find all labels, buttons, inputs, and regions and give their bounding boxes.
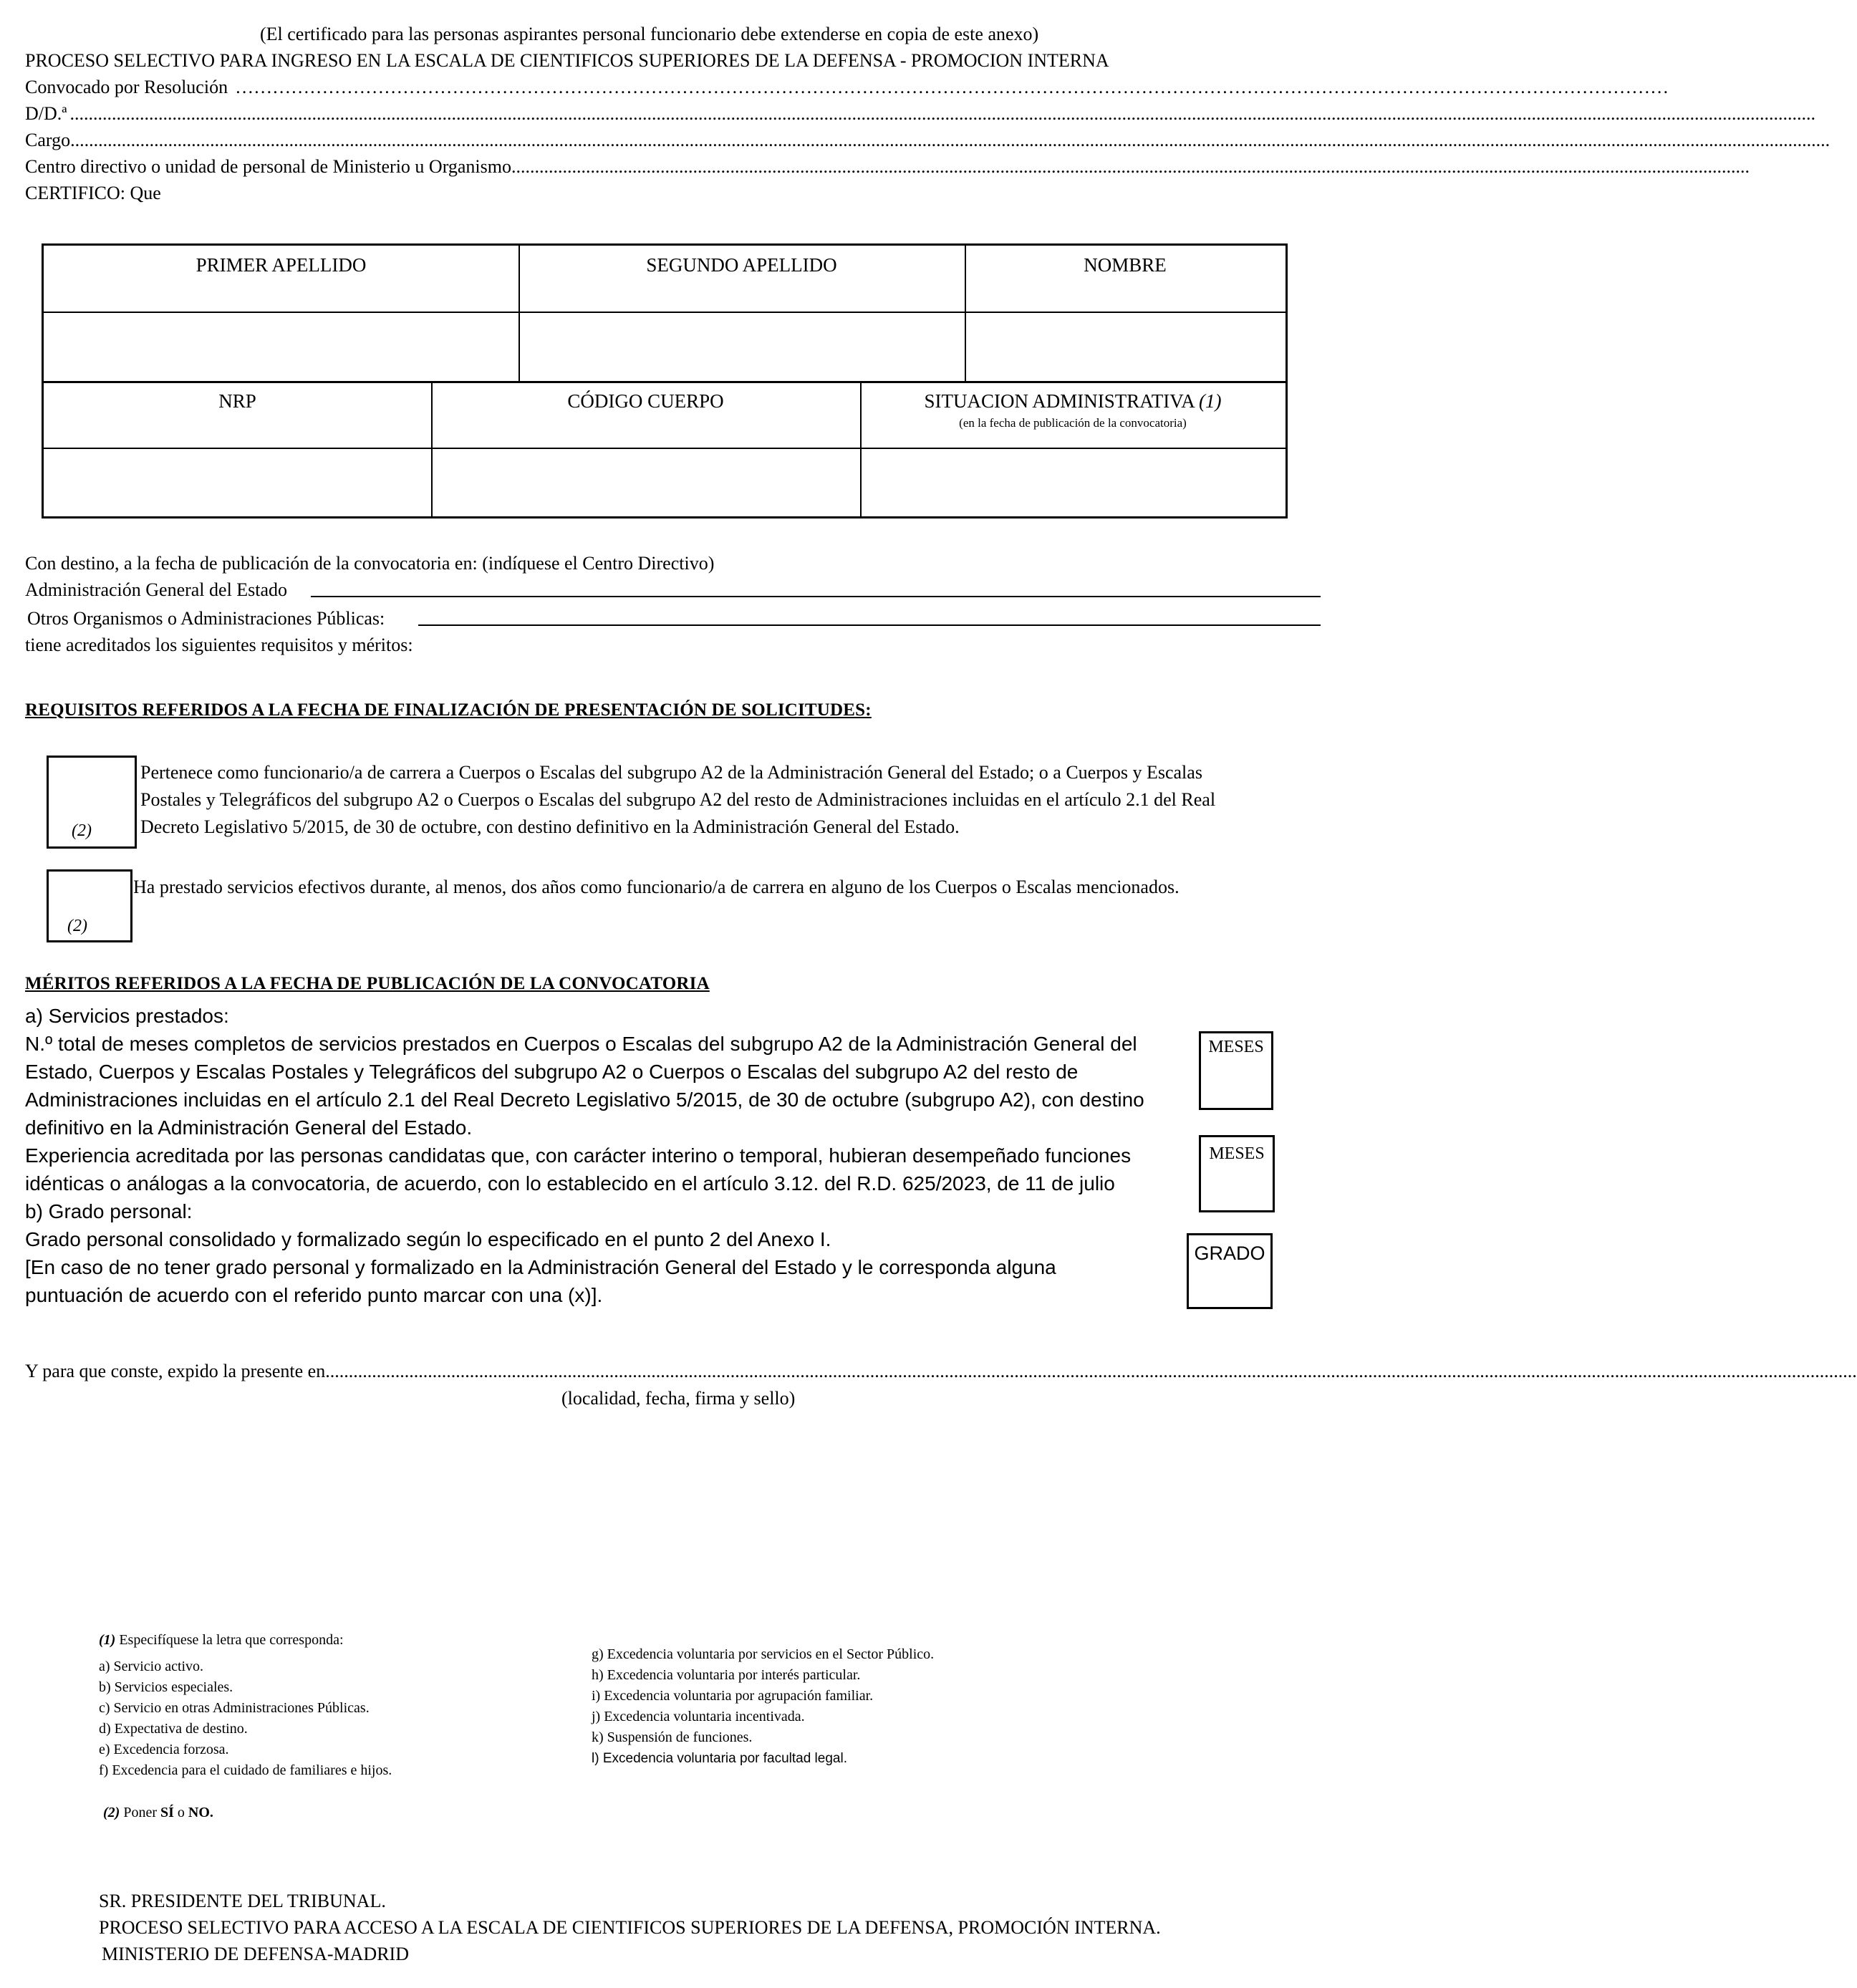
col-nombre: NOMBRE (1084, 254, 1167, 276)
meses-experiencia-box[interactable] (1199, 1135, 1275, 1212)
dd-row (25, 101, 1815, 127)
footer-presidente: SR. PRESIDENTE DEL TRIBUNAL. (99, 1891, 386, 1911)
expide-field[interactable]: ......................................................................................................................................................................................................................................................................................................................................... (325, 1361, 1857, 1381)
age-label: Administración General del Estado (25, 579, 288, 600)
situacion-field[interactable] (862, 450, 1286, 517)
list-item: c) Servicio en otras Administraciones Públicas. (99, 1700, 370, 1716)
requisito1-ref: (2) (72, 821, 92, 840)
note1-header: (1) Especifíquese la letra que corresponda: (99, 1632, 344, 1648)
col-codigo-cuerpo: CÓDIGO CUERPO (567, 390, 724, 412)
grado-box-label: GRADO (1194, 1242, 1265, 1264)
dd-field[interactable]: ....................................................................................................................................................................................................................................................................................................................................................................................... (69, 103, 1815, 124)
codigo-cuerpo-field[interactable] (433, 450, 859, 517)
grado-label: b) Grado personal: (25, 1200, 193, 1222)
list-item: g) Excedencia voluntaria por servicios en el Sector Público. (592, 1646, 935, 1662)
notes-left-list (99, 1656, 392, 1781)
requisitos-heading: REQUISITOS REFERIDOS A LA FECHA DE FINALIZACIÓN DE PRESENTACIÓN DE SOLICITUDES: (25, 700, 872, 720)
col-nrp: NRP (218, 390, 256, 412)
list-item: h) Excedencia voluntaria por interés particular. (592, 1667, 861, 1683)
destino-line: Con destino, a la fecha de publicación de la convocatoria en: (indíquese el Centro Directivo) (25, 553, 715, 574)
otros-label: Otros Organismos o Administraciones Públicas: (27, 608, 385, 629)
requisito2-ref: (2) (67, 917, 87, 935)
table-divider (44, 381, 1286, 383)
footer-proceso: PROCESO SELECTIVO PARA ACCESO A LA ESCALA DE CIENTIFICOS SUPERIORES DE LA DEFENSA, PROMOCIÓN INTERNA. (99, 1917, 1161, 1938)
situacion-sub: (en la fecha de publicación de la convocatoria) (959, 416, 1187, 430)
requisito1-text: Pertenece como funcionario/a de carrera a Cuerpos o Escalas del subgrupo A2 de la Administración General del Estado; o a Cuerpos y Escalas Postales y Telegráficos del subgrupo A2 o Cuerpos o Escalas del subgrupo A2 del resto de Administraciones incluidas en el artículo 2.1 del Real Decreto Legislativo 5/2015, de 30 de octubre, con destino definitivo en la Administración General del Estado. (140, 762, 1216, 837)
list-item: j) Excedencia voluntaria incentivada. (592, 1709, 805, 1724)
certifico-label: CERTIFICO: Que (25, 183, 161, 203)
servicios-label: a) Servicios prestados: (25, 1005, 229, 1027)
col-primer-apellido: PRIMER APELLIDO (196, 254, 367, 276)
requisito2-checkbox[interactable] (47, 869, 132, 942)
personal-data-table (42, 243, 1288, 518)
expide-label: Y para que conste, expido la presente en (25, 1361, 326, 1381)
centro-row (25, 154, 1750, 180)
meritos-a2-text: Experiencia acreditada por las personas candidatas que, con carácter interino o temporal, hubieran desempeñado funciones idénticas o análogas a la convocatoria, de acuerdo, con lo establecido en el artículo 3.12. del R.D. 625/2023, de 11 de julio (25, 1144, 1132, 1195)
list-item: e) Excedencia forzosa. (99, 1742, 229, 1757)
primer-apellido-field[interactable] (45, 314, 517, 380)
list-item: a) Servicio activo. (99, 1659, 204, 1674)
notes-right-list (592, 1644, 934, 1769)
meritos-b-text: Grado personal consolidado y formalizado según lo especificado en el punto 2 del Anexo I. [En caso de no tener grado personal y formalizado en la Administración General del Estado y le corresponda alguna puntuación de acuerdo con el referido punto marcar con una (x)]. (25, 1228, 1056, 1306)
meses-servicios-box[interactable] (1199, 1031, 1273, 1110)
centro-label: Centro directivo o unidad de personal de Ministerio u Organismo (25, 156, 511, 177)
dd-label: D/D.ª (25, 103, 67, 124)
table-divider (44, 312, 1286, 313)
cargo-label: Cargo (25, 130, 71, 150)
segundo-apellido-field[interactable] (521, 314, 963, 380)
cargo-field[interactable]: .......................................................................................................................................................................................................................................................................................................................................................................................... (70, 130, 1831, 150)
list-item: i) Excedencia voluntaria por agrupación familiar. (592, 1688, 874, 1704)
meritos-heading: MÉRITOS REFERIDOS A LA FECHA DE PUBLICACIÓN DE LA CONVOCATORIA (25, 974, 710, 993)
nombre-field[interactable] (968, 314, 1286, 380)
convocado-field[interactable]: …………………………………………………………………………………………………………………………………………………………………………………………………………… (235, 77, 1669, 97)
header-title: PROCESO SELECTIVO PARA INGRESO EN LA ESCALA DE CIENTIFICOS SUPERIORES DE LA DEFENSA - PROMOCION INTERNA (25, 50, 1109, 71)
grado-box[interactable] (1187, 1233, 1273, 1309)
col-situacion (860, 390, 1286, 412)
table-divider (44, 448, 1286, 449)
expide-sub: (localidad, fecha, firma y sello) (561, 1388, 796, 1409)
age-field[interactable] (311, 596, 1321, 597)
col-segundo-apellido: SEGUNDO APELLIDO (646, 254, 837, 276)
list-item: d) Expectativa de destino. (99, 1721, 248, 1737)
list-item: f) Excedencia para el cuidado de familiares e hijos. (99, 1762, 392, 1778)
convocado-row (25, 74, 1669, 100)
situacion-label: SITUACION ADMINISTRATIVA (924, 390, 1195, 412)
list-item: b) Servicios especiales. (99, 1679, 233, 1695)
situacion-ref: (1) (1199, 390, 1222, 412)
meses-label: MESES (1209, 1144, 1265, 1163)
tiene-label: tiene acreditados los siguientes requisitos y méritos: (25, 634, 413, 655)
header-note: (El certificado para las personas aspirantes personal funcionario debe extenderse en copia de este anexo) (260, 24, 1039, 44)
nrp-field[interactable] (45, 450, 430, 517)
cargo-row (25, 127, 1831, 153)
expide-row (25, 1359, 1857, 1384)
list-item: l) Excedencia voluntaria por facultad legal. (592, 1751, 847, 1766)
note2: (2) Poner SÍ o NO. (103, 1805, 213, 1820)
convocado-label: Convocado por Resolución (25, 77, 228, 97)
otros-field[interactable] (418, 624, 1321, 626)
list-item: k) Suspensión de funciones. (592, 1729, 753, 1745)
meritos-a1-text: N.º total de meses completos de servicios prestados en Cuerpos o Escalas del subgrupo A2 de la Administración General del Estado, Cuerpos y Escalas Postales y Telegráficos del subgrupo A2 o Cuerpos o Escalas del subgrupo A2 del resto de Administraciones incluidas en el artículo 2.1 del Real Decreto Legislativo 5/2015, de 30 de octubre (subgrupo A2), con destino definitivo en la Administración General del Estado. (25, 1033, 1144, 1139)
meses-label: MESES (1208, 1038, 1264, 1056)
requisito1-checkbox[interactable] (47, 756, 137, 849)
requisito2-text: Ha prestado servicios efectivos durante, al menos, dos años como funcionario/a de carrera en alguno de los Cuerpos o Escalas mencionados. (133, 877, 1180, 897)
footer-ministerio: MINISTERIO DE DEFENSA-MADRID (102, 1944, 409, 1964)
centro-field[interactable]: .......................................................................................................................................................................................................................................................................... (511, 156, 1750, 177)
